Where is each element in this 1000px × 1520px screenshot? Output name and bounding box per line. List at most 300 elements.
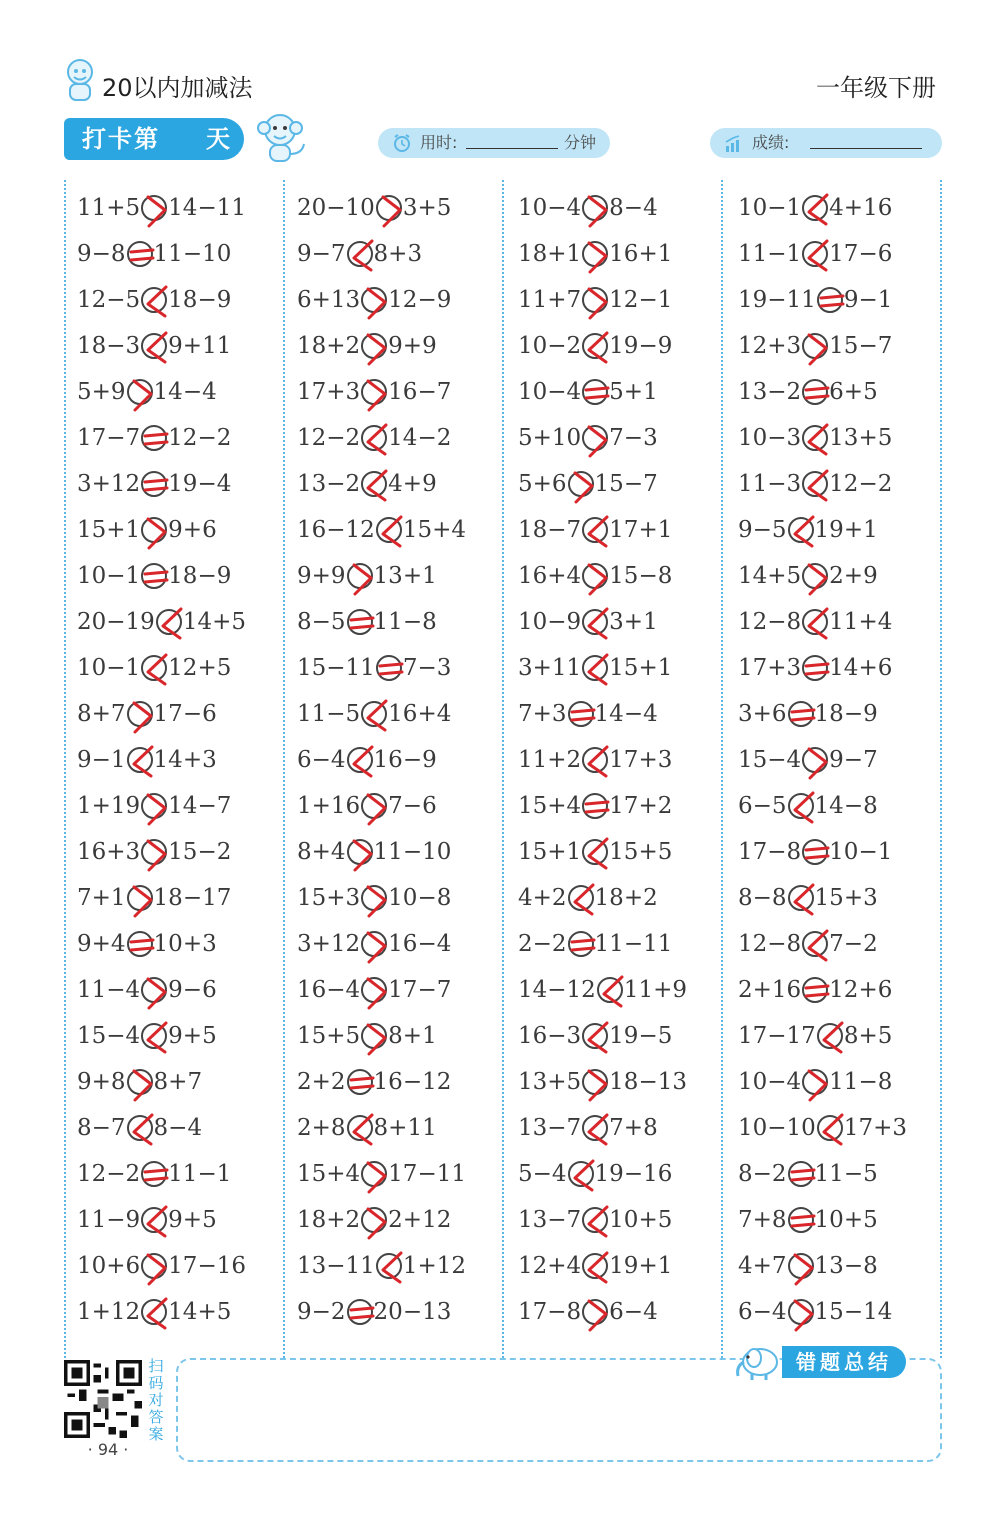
handwritten-less-than-mark	[580, 1249, 614, 1287]
problem-left-expression: 9+4	[77, 931, 126, 957]
answer-circle[interactable]	[802, 425, 828, 451]
problem-row	[77, 233, 231, 273]
problem-right-expression: 13+1	[373, 563, 437, 589]
answer-circle[interactable]	[582, 1207, 608, 1233]
answer-circle[interactable]	[127, 885, 153, 911]
problem-row	[297, 1291, 451, 1331]
answer-circle[interactable]	[582, 747, 608, 773]
handwritten-greater-than-mark	[139, 1249, 173, 1287]
handwritten-equals-mark	[786, 1203, 820, 1241]
answer-circle[interactable]	[582, 287, 608, 313]
problem-left-expression: 13−7	[518, 1207, 582, 1233]
problem-right-expression: 18−13	[609, 1069, 687, 1095]
handwritten-less-than-mark	[580, 1019, 614, 1057]
problem-row	[738, 601, 892, 641]
problem-row	[297, 647, 451, 687]
problem-row	[738, 1061, 892, 1101]
handwritten-less-than-mark	[580, 605, 614, 643]
problem-right-expression: 19−16	[594, 1161, 673, 1187]
answer-circle[interactable]	[127, 701, 153, 727]
problem-left-expression: 2+8	[297, 1115, 346, 1141]
answer-circle[interactable]	[361, 1207, 387, 1233]
answer-circle[interactable]	[376, 195, 402, 221]
problem-row	[738, 1291, 892, 1331]
problem-row	[518, 325, 672, 365]
problem-left-expression: 6+13	[297, 287, 361, 313]
answer-circle[interactable]	[361, 379, 387, 405]
problem-right-expression: 11−10	[373, 839, 452, 865]
answer-circle[interactable]	[127, 931, 153, 957]
handwritten-greater-than-mark	[359, 881, 393, 919]
handwritten-less-than-mark	[566, 881, 600, 919]
answer-circle[interactable]	[347, 563, 373, 589]
problem-left-expression: 15+4	[297, 1161, 361, 1187]
problem-left-expression: 9−2	[297, 1299, 346, 1325]
answer-circle[interactable]	[582, 241, 608, 267]
problem-left-expression: 11−5	[297, 701, 361, 727]
answer-circle[interactable]	[788, 517, 814, 543]
problem-left-expression: 10−2	[518, 333, 582, 359]
answer-circle[interactable]	[376, 655, 402, 681]
handwritten-less-than-mark	[359, 697, 393, 735]
problem-row	[77, 1107, 202, 1147]
answer-circle[interactable]	[141, 655, 167, 681]
problem-right-expression: 10+5	[814, 1207, 878, 1233]
problem-left-expression: 18+1	[518, 241, 582, 267]
problem-row	[518, 831, 672, 871]
problem-left-expression: 10−1	[77, 563, 141, 589]
answer-circle[interactable]	[582, 1253, 608, 1279]
elephant-icon	[732, 1340, 784, 1382]
time-blank-line[interactable]	[466, 148, 558, 149]
answer-circle[interactable]	[802, 333, 828, 359]
problem-row	[77, 555, 231, 595]
problem-left-expression: 15+3	[297, 885, 361, 911]
answer-circle[interactable]	[127, 241, 153, 267]
answer-circle[interactable]	[568, 885, 594, 911]
answer-circle[interactable]	[141, 1253, 167, 1279]
answer-circle[interactable]	[582, 1299, 608, 1325]
problem-row	[738, 371, 878, 411]
handwritten-less-than-mark	[580, 329, 614, 367]
answer-circle[interactable]	[141, 839, 167, 865]
problem-right-expression: 6−4	[609, 1299, 658, 1325]
problem-row	[518, 1107, 658, 1147]
problem-row	[77, 601, 246, 641]
handwritten-less-than-mark	[139, 283, 173, 321]
problem-left-expression: 9+9	[297, 563, 346, 589]
handwritten-less-than-mark	[580, 651, 614, 689]
problem-left-expression: 16+3	[77, 839, 141, 865]
qr-caption: 扫码对答案	[148, 1357, 164, 1443]
answer-circle[interactable]	[141, 333, 167, 359]
answer-circle[interactable]	[347, 609, 373, 635]
problem-left-expression: 15+1	[77, 517, 141, 543]
problem-row	[738, 693, 878, 733]
problem-row	[297, 233, 422, 273]
problem-left-expression: 16+4	[518, 563, 582, 589]
problem-left-expression: 2−2	[518, 931, 567, 957]
answer-circle[interactable]	[141, 195, 167, 221]
problem-left-expression: 15−4	[77, 1023, 141, 1049]
problem-right-expression: 15+1	[609, 655, 673, 681]
answer-circle[interactable]	[788, 793, 814, 819]
problem-left-expression: 17+3	[297, 379, 361, 405]
answer-circle[interactable]	[141, 1161, 167, 1187]
handwritten-greater-than-mark	[139, 191, 173, 229]
answer-circle[interactable]	[582, 1115, 608, 1141]
answer-circle[interactable]	[347, 839, 373, 865]
problem-row	[738, 785, 878, 825]
problem-right-expression: 18−9	[168, 287, 232, 313]
time-field[interactable]	[378, 128, 610, 158]
handwritten-greater-than-mark	[580, 1295, 614, 1333]
problem-right-expression: 11+4	[829, 609, 893, 635]
problem-left-expression: 13−2	[738, 379, 802, 405]
answer-circle[interactable]	[788, 1161, 814, 1187]
problem-left-expression: 12−2	[77, 1161, 141, 1187]
handwritten-greater-than-mark	[359, 927, 393, 965]
answer-circle[interactable]	[141, 793, 167, 819]
handwritten-less-than-mark	[580, 513, 614, 551]
answer-circle[interactable]	[141, 1207, 167, 1233]
problem-row	[738, 1015, 892, 1055]
handwritten-greater-than-mark	[359, 973, 393, 1011]
problem-left-expression: 20−19	[77, 609, 155, 635]
problem-left-expression: 15−11	[297, 655, 375, 681]
problem-row	[297, 1245, 466, 1285]
problem-row	[738, 1245, 878, 1285]
answer-circle[interactable]	[802, 931, 828, 957]
handwritten-greater-than-mark	[359, 283, 393, 321]
answer-circle[interactable]	[568, 931, 594, 957]
answer-circle[interactable]	[361, 1161, 387, 1187]
problem-right-expression: 15−7	[594, 471, 658, 497]
problem-row	[738, 831, 892, 871]
problem-left-expression: 3+11	[518, 655, 582, 681]
answer-circle[interactable]	[127, 1069, 153, 1095]
handwritten-less-than-mark	[800, 927, 834, 965]
answer-circle[interactable]	[582, 517, 608, 543]
problem-left-expression: 11+2	[518, 747, 582, 773]
answer-circle[interactable]	[127, 379, 153, 405]
answer-circle[interactable]	[802, 241, 828, 267]
answer-circle[interactable]	[802, 655, 828, 681]
handwritten-greater-than-mark	[139, 835, 173, 873]
problem-right-expression: 12−9	[388, 287, 452, 313]
answer-circle[interactable]	[582, 563, 608, 589]
handwritten-less-than-mark	[800, 191, 834, 229]
problem-row	[77, 371, 217, 411]
answer-circle[interactable]	[361, 793, 387, 819]
answer-circle[interactable]	[802, 471, 828, 497]
handwritten-equals-mark	[345, 1065, 379, 1103]
handwritten-greater-than-mark	[800, 743, 834, 781]
answer-circle[interactable]	[817, 287, 843, 313]
problem-left-expression: 12−8	[738, 931, 802, 957]
problem-row	[297, 601, 437, 641]
problem-row	[738, 279, 892, 319]
time-unit: 分钟	[564, 133, 597, 152]
problem-row	[77, 509, 217, 549]
answer-circle[interactable]	[141, 977, 167, 1003]
book-title: 20以内加减法	[102, 74, 253, 102]
problem-right-expression: 11−8	[829, 1069, 893, 1095]
answer-circle[interactable]	[347, 747, 373, 773]
handwritten-equals-mark	[786, 697, 820, 735]
handwritten-less-than-mark	[800, 467, 834, 505]
problem-row	[738, 509, 878, 549]
problem-left-expression: 12+4	[518, 1253, 582, 1279]
answer-circle[interactable]	[361, 931, 387, 957]
handwritten-less-than-mark	[139, 1203, 173, 1241]
handwritten-greater-than-mark	[374, 191, 408, 229]
problem-right-expression: 16+4	[388, 701, 452, 727]
handwritten-less-than-mark	[374, 513, 408, 551]
problem-right-expression: 19+1	[814, 517, 878, 543]
problem-right-expression: 17−6	[153, 701, 217, 727]
answer-circle[interactable]	[568, 1161, 594, 1187]
problem-left-expression: 12−2	[297, 425, 361, 451]
answer-circle[interactable]	[361, 425, 387, 451]
problem-right-expression: 14−4	[594, 701, 658, 727]
answer-circle[interactable]	[802, 195, 828, 221]
problem-left-expression: 10−4	[518, 379, 582, 405]
answer-circle[interactable]	[582, 379, 608, 405]
problem-row	[518, 1153, 672, 1193]
handwritten-equals-mark	[139, 559, 173, 597]
problem-row	[77, 969, 217, 1009]
answer-circle[interactable]	[802, 609, 828, 635]
answer-circle[interactable]	[141, 471, 167, 497]
problem-row	[518, 877, 658, 917]
problem-right-expression: 10−1	[829, 839, 893, 865]
problem-right-expression: 4+9	[388, 471, 437, 497]
problem-row	[297, 1107, 437, 1147]
problem-right-expression: 11−11	[594, 931, 673, 957]
handwritten-less-than-mark	[800, 605, 834, 643]
problem-right-expression: 9−7	[829, 747, 878, 773]
problem-right-expression: 10−8	[388, 885, 452, 911]
answer-circle[interactable]	[361, 287, 387, 313]
answer-circle[interactable]	[788, 701, 814, 727]
problem-right-expression: 3+5	[402, 195, 452, 221]
problem-left-expression: 15+1	[518, 839, 582, 865]
answer-circle[interactable]	[582, 333, 608, 359]
problem-right-expression: 8+3	[373, 241, 423, 267]
answer-circle[interactable]	[376, 1253, 402, 1279]
answer-circle[interactable]	[361, 471, 387, 497]
answer-circle[interactable]	[141, 1299, 167, 1325]
problem-row	[297, 1199, 451, 1239]
problem-left-expression: 1+16	[297, 793, 361, 819]
handwritten-equals-mark	[566, 927, 600, 965]
handwritten-equals-mark	[345, 605, 379, 643]
handwritten-less-than-mark	[595, 973, 629, 1011]
problem-row	[518, 1199, 672, 1239]
handwritten-less-than-mark	[786, 789, 820, 827]
problem-left-expression: 17−7	[77, 425, 141, 451]
problem-right-expression: 15+4	[402, 517, 466, 543]
handwritten-less-than-mark	[139, 1019, 173, 1057]
problem-right-expression: 8−4	[153, 1115, 203, 1141]
problem-row	[738, 969, 892, 1009]
problem-right-expression: 10+3	[153, 931, 217, 957]
problem-right-expression: 17+2	[609, 793, 673, 819]
handwritten-greater-than-mark	[125, 697, 159, 735]
problem-left-expression: 20−10	[297, 195, 375, 221]
problem-right-expression: 14−2	[388, 425, 452, 451]
problem-left-expression: 9−1	[77, 747, 126, 773]
handwritten-greater-than-mark	[359, 1157, 393, 1195]
answer-circle[interactable]	[802, 379, 828, 405]
problem-column-2	[284, 180, 504, 1330]
problem-row	[77, 1291, 231, 1331]
problem-row	[77, 1153, 231, 1193]
answer-circle[interactable]	[361, 333, 387, 359]
answer-circle[interactable]	[582, 195, 608, 221]
answer-circle[interactable]	[582, 1023, 608, 1049]
problem-left-expression: 12−8	[738, 609, 802, 635]
handwritten-greater-than-mark	[786, 1295, 820, 1333]
answer-circle[interactable]	[802, 1069, 828, 1095]
problem-left-expression: 7+1	[77, 885, 126, 911]
problem-left-expression: 8−8	[738, 885, 787, 911]
answer-circle[interactable]	[347, 1299, 373, 1325]
problem-right-expression: 14+5	[182, 609, 246, 635]
checkin-label: 打卡第	[82, 125, 160, 153]
answer-circle[interactable]	[141, 517, 167, 543]
handwritten-less-than-mark	[345, 237, 379, 275]
mistake-summary-title: 错题总结	[782, 1346, 906, 1378]
problem-row	[77, 1199, 217, 1239]
problem-right-expression: 1+12	[402, 1253, 466, 1279]
problem-row	[297, 187, 451, 227]
answer-circle[interactable]	[347, 1069, 373, 1095]
problem-row	[518, 555, 672, 595]
answer-circle[interactable]	[141, 563, 167, 589]
problem-right-expression: 5+1	[609, 379, 658, 405]
answer-circle[interactable]	[788, 1207, 814, 1233]
problem-row	[518, 1291, 658, 1331]
problem-right-expression: 8+11	[373, 1115, 437, 1141]
handwritten-less-than-mark	[580, 1111, 614, 1149]
problem-left-expression: 4+2	[518, 885, 567, 911]
answer-circle[interactable]	[802, 563, 828, 589]
handwritten-equals-mark	[800, 835, 834, 873]
answer-circle[interactable]	[788, 885, 814, 911]
answer-circle[interactable]	[141, 287, 167, 313]
problem-right-expression: 6+5	[829, 379, 878, 405]
handwritten-greater-than-mark	[359, 1019, 393, 1057]
handwritten-greater-than-mark	[125, 375, 159, 413]
problem-row	[297, 785, 437, 825]
problem-row	[297, 877, 451, 917]
handwritten-less-than-mark	[125, 743, 159, 781]
answer-circle[interactable]	[127, 1115, 153, 1141]
answer-circle[interactable]	[361, 885, 387, 911]
problem-row	[738, 739, 878, 779]
answer-circle[interactable]	[817, 1023, 843, 1049]
problem-left-expression: 2+2	[297, 1069, 346, 1095]
problem-left-expression: 13−7	[518, 1115, 582, 1141]
answer-circle[interactable]	[361, 1023, 387, 1049]
answer-circle[interactable]	[788, 1253, 814, 1279]
answer-circle[interactable]	[141, 425, 167, 451]
answer-circle[interactable]	[361, 977, 387, 1003]
grade-title: 一年级下册	[816, 74, 936, 102]
score-field[interactable]	[710, 128, 942, 158]
qr-code-icon[interactable]	[64, 1360, 142, 1438]
answer-circle[interactable]	[582, 793, 608, 819]
answer-circle[interactable]	[361, 701, 387, 727]
handwritten-equals-mark	[139, 467, 173, 505]
problem-right-expression: 17+3	[609, 747, 673, 773]
answer-circle[interactable]	[788, 1299, 814, 1325]
answer-circle[interactable]	[582, 1069, 608, 1095]
problem-left-expression: 17−17	[738, 1023, 816, 1049]
score-blank-line[interactable]	[810, 148, 922, 149]
handwritten-less-than-mark	[786, 881, 820, 919]
answer-circle[interactable]	[347, 241, 373, 267]
answer-circle[interactable]	[347, 1115, 373, 1141]
problem-right-expression: 17−11	[388, 1161, 466, 1187]
problem-row	[518, 647, 672, 687]
problem-row	[297, 555, 437, 595]
handwritten-greater-than-mark	[580, 237, 614, 275]
handwritten-greater-than-mark	[359, 1203, 393, 1241]
handwritten-less-than-mark	[345, 1111, 379, 1149]
problem-row	[518, 1015, 672, 1055]
handwritten-greater-than-mark	[139, 973, 173, 1011]
problem-right-expression: 18−17	[153, 885, 232, 911]
answer-circle[interactable]	[817, 1115, 843, 1141]
answer-circle[interactable]	[802, 839, 828, 865]
problem-right-expression: 17+3	[843, 1115, 907, 1141]
answer-circle[interactable]	[376, 517, 402, 543]
answer-circle[interactable]	[127, 747, 153, 773]
problem-left-expression: 15+4	[518, 793, 582, 819]
handwritten-greater-than-mark	[580, 1065, 614, 1103]
answer-circle[interactable]	[568, 701, 594, 727]
answer-circle[interactable]	[597, 977, 623, 1003]
handwritten-greater-than-mark	[580, 421, 614, 459]
problem-right-expression: 11−10	[153, 241, 232, 267]
problem-row	[518, 923, 672, 963]
answer-circle[interactable]	[156, 609, 182, 635]
answer-circle[interactable]	[582, 839, 608, 865]
problem-row	[297, 923, 451, 963]
answer-circle[interactable]	[802, 977, 828, 1003]
answer-circle[interactable]	[568, 471, 594, 497]
answer-circle[interactable]	[141, 1023, 167, 1049]
problem-row	[77, 279, 231, 319]
answer-circle[interactable]	[802, 747, 828, 773]
answer-circle[interactable]	[582, 425, 608, 451]
answer-circle[interactable]	[582, 609, 608, 635]
problem-left-expression: 17−8	[738, 839, 802, 865]
problem-row	[297, 325, 437, 365]
problem-right-expression: 16−7	[388, 379, 452, 405]
problem-left-expression: 10−3	[738, 425, 802, 451]
answer-circle[interactable]	[582, 655, 608, 681]
handwritten-greater-than-mark	[139, 789, 173, 827]
problem-row	[297, 1153, 466, 1193]
problem-right-expression: 20−13	[373, 1299, 452, 1325]
problem-left-expression: 9−8	[77, 241, 126, 267]
problem-left-expression: 8−7	[77, 1115, 126, 1141]
problem-left-expression: 10−1	[77, 655, 141, 681]
